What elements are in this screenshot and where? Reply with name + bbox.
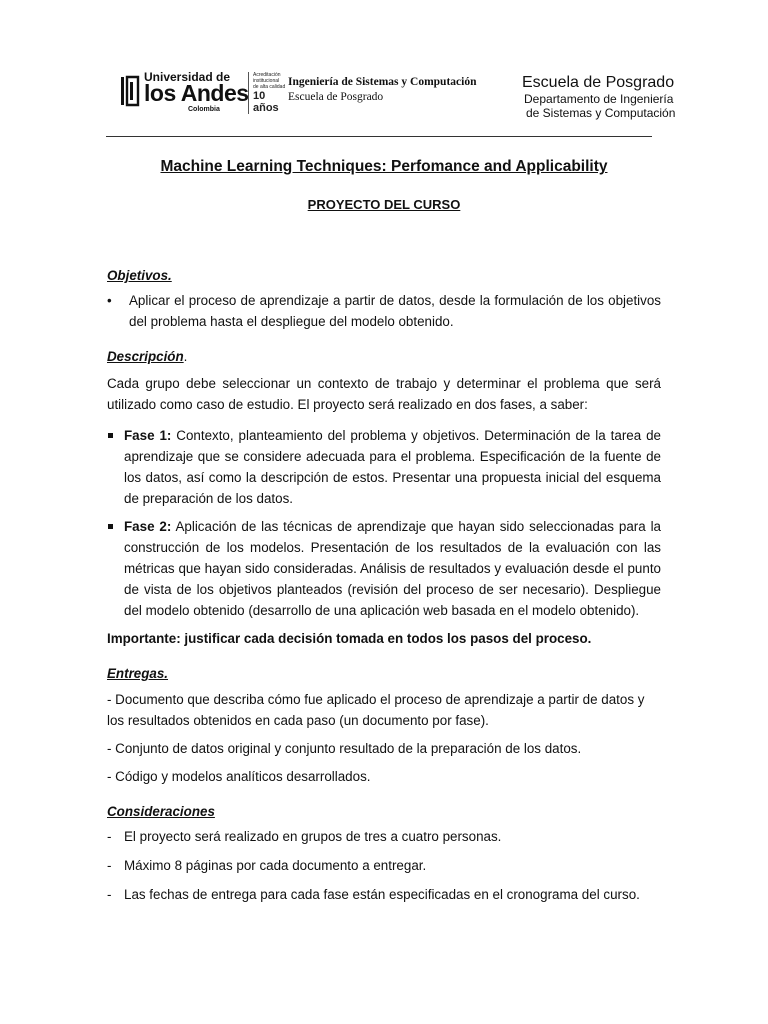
descripcion-heading-row (107, 346, 661, 367)
consideracion-text: Las fechas de entrega para cada fase están especificadas en el cronograma del curso. (124, 887, 640, 902)
bullet-icon: • (107, 293, 112, 308)
phase-label: Fase 1: (124, 428, 172, 443)
document-title: Machine Learning Techniques: Perfomance and Applicability (160, 158, 608, 175)
accreditation-line1: Acreditación (253, 72, 281, 78)
phase-item-1 (107, 425, 661, 509)
phase-text: Contexto, planteamiento del problema y objetivos. Determinación de la tarea de aprendizaje que se considere adecuada para el problema. Especificación de la fuente de los datos, así como la descripción de estos. Presentar una propuesta inicial del esquema de preparación de los datos. (124, 428, 661, 506)
list-item (107, 826, 661, 847)
dash-bullet: - (107, 829, 112, 844)
entrega-item-2: - Conjunto de datos original y conjunto resultado de la preparación de los datos. (107, 741, 582, 756)
phase-label: Fase 2: (124, 519, 172, 534)
posgrado-title: Escuela de Posgrado (522, 74, 675, 91)
accreditation-badge (248, 72, 291, 114)
objetivos-list (107, 290, 661, 332)
consideraciones-list (107, 826, 661, 905)
department-title: Ingeniería de Sistemas y Computación (288, 76, 477, 88)
entrega-item-3: - Código y modelos analíticos desarrollados. (107, 769, 371, 784)
dash-bullet: - (107, 887, 112, 902)
university-name-line1: Universidad de (144, 70, 231, 84)
posgrado-block (522, 74, 675, 120)
department-subtitle: Escuela de Posgrado (288, 91, 384, 103)
university-mark-icon (120, 74, 140, 108)
university-country: Colombia (188, 106, 220, 113)
entregas-heading: Entregas. (107, 666, 169, 681)
accreditation-years: 10 años (253, 90, 279, 114)
consideracion-text: Máximo 8 páginas por cada documento a entregar. (124, 858, 427, 873)
list-item (107, 884, 661, 905)
accreditation-line3: de alta calidad (253, 84, 286, 90)
descripcion-heading: Descripción (107, 349, 184, 364)
square-bullet-icon (108, 524, 113, 529)
document-subtitle: PROYECTO DEL CURSO (307, 197, 461, 212)
descripcion-heading-suffix: . (183, 349, 188, 364)
consideracion-text: El proyecto será realizado en grupos de tres a cuatro personas. (124, 829, 502, 844)
phase-text: Aplicación de las técnicas de aprendizaje que hayan sido seleccionadas para la construcción de los modelos. Presentación de los resultados de la evaluación con las métricas que hayan sido consideradas. Análisis de resultados y evaluación desde el punto de vista de los objetivos planteados (revisión del proceso de ser necesario). Despliegue del modelo obtenido (desarrollo de una aplicación web basada en el modelo obtenido). (124, 519, 661, 618)
objetivos-heading: Objetivos. (107, 268, 172, 283)
header-divider (106, 136, 652, 137)
department-block (288, 75, 476, 105)
objetivo-text: Aplicar el proceso de aprendizaje a partir de datos, desde la formulación de los objetivos del problema hasta el despliegue del modelo obtenido. (129, 293, 661, 329)
phase-item-2 (107, 516, 661, 621)
list-item (107, 855, 661, 876)
posgrado-line2: Departamento de Ingeniería (524, 92, 674, 106)
posgrado-line3: de Sistemas y Computación (526, 106, 676, 120)
descripcion-intro: Cada grupo debe seleccionar un contexto de trabajo y determinar el problema que será utilizado como caso de estudio. El proyecto será realizado en dos fases, a saber: (107, 376, 661, 412)
important-note: Importante: justificar cada decisión tomada en todos los pasos del proceso. (107, 631, 592, 646)
consideraciones-heading: Consideraciones (107, 804, 215, 819)
document-header (106, 60, 676, 136)
square-bullet-icon (108, 433, 113, 438)
accreditation-line2: institucional (253, 78, 280, 84)
list-item (107, 290, 661, 332)
university-name-line2: los Andes (144, 80, 249, 106)
document-body (107, 150, 661, 913)
dash-bullet: - (107, 858, 112, 873)
phases-list (107, 425, 661, 621)
entrega-item-1: - Documento que describa cómo fue aplicado el proceso de aprendizaje a partir de datos y los resultados obtenidos en cada paso (un documento por fase). (107, 692, 645, 728)
